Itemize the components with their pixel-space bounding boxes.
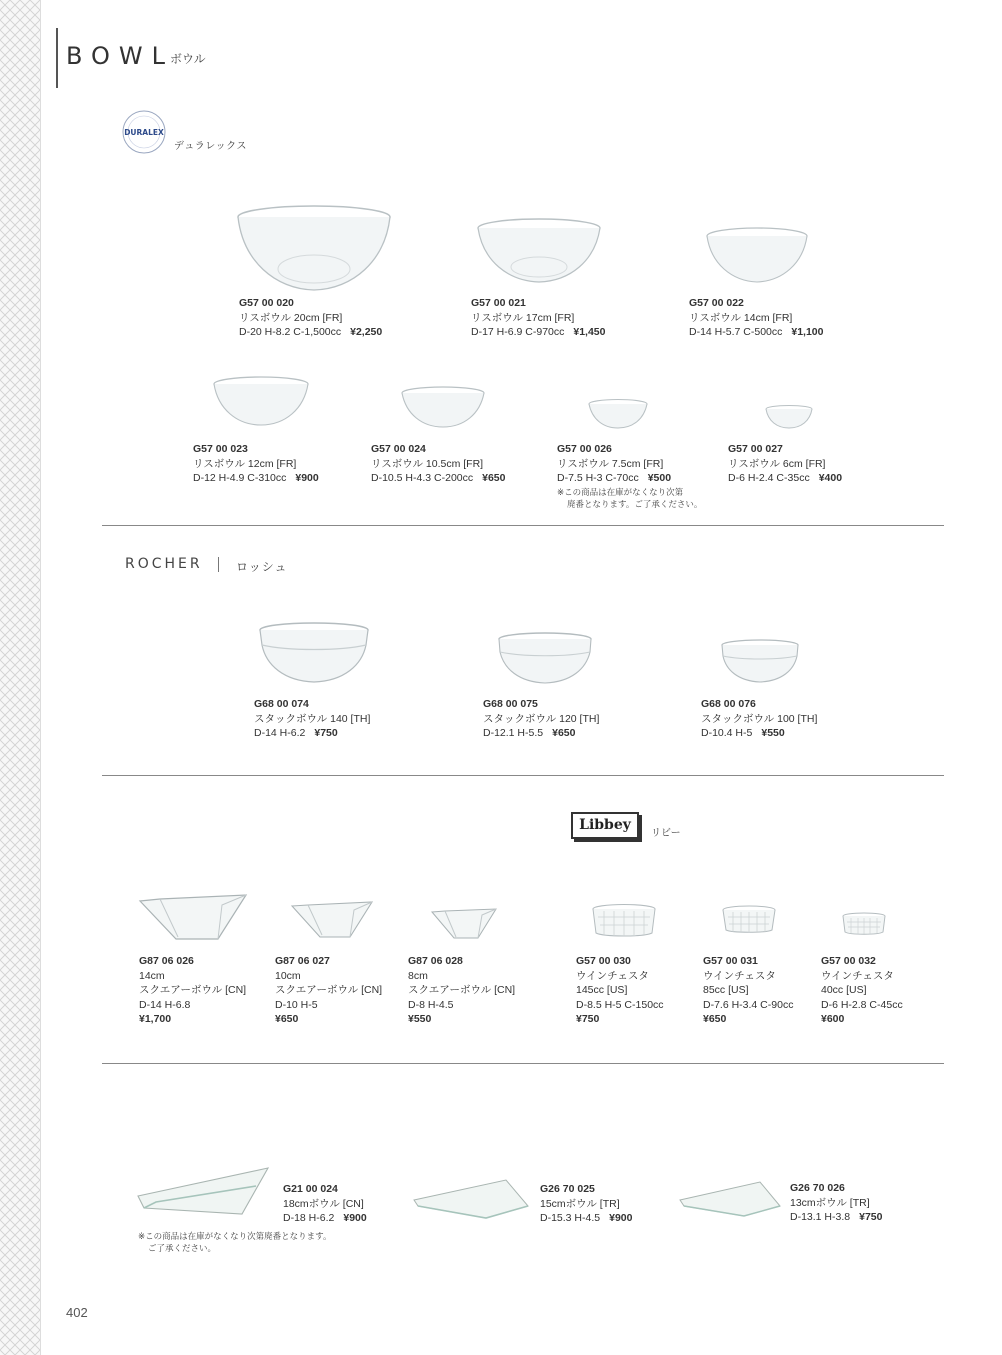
product-name: リスボウル 14cm [FR]	[689, 311, 793, 324]
note-line: ご了承ください。	[148, 1244, 217, 1254]
product-item	[483, 697, 599, 741]
product-code: G57 00 030	[576, 955, 631, 967]
product-code: G68 00 075	[483, 698, 538, 710]
product-item	[371, 442, 505, 486]
page-title: BOWL	[66, 42, 175, 70]
note-line: ※この商品は在庫がなくなり次第	[557, 488, 684, 498]
winchester-bowl-illustration-85cc	[720, 905, 778, 935]
note-line: ※この商品は在庫がなくなり次第廃番となります。	[138, 1232, 332, 1242]
product-code: G57 00 032	[821, 955, 876, 967]
product-spec: D-6 H-2.8 C-45cc	[821, 998, 903, 1011]
discontinued-note	[557, 487, 702, 511]
product-price: ¥900	[295, 472, 319, 484]
product-item	[557, 442, 671, 486]
note-line: 廃番となります。ご了承ください。	[567, 500, 703, 510]
product-price: ¥550	[761, 727, 785, 739]
product-spec: D-6 H-2.4 C-35cc	[728, 472, 810, 484]
product-price: ¥1,450	[573, 326, 606, 338]
product-item	[193, 442, 319, 486]
duralex-logo	[122, 110, 166, 154]
product-item	[471, 296, 606, 340]
product-price: ¥650	[703, 1013, 727, 1025]
product-item	[790, 1181, 882, 1225]
product-spec: D-12.1 H-5.5	[483, 727, 544, 739]
product-spec: D-17 H-6.9 C-970cc	[471, 326, 565, 338]
square-bowl-illustration-10cm	[290, 900, 374, 940]
product-code: G57 00 023	[193, 443, 248, 455]
winchester-bowl-illustration-145cc	[590, 903, 658, 939]
product-price: ¥650	[552, 727, 576, 739]
bowl-illustration-7-5cm	[587, 398, 649, 430]
product-name: スクエアーボウル [CN]	[275, 984, 383, 996]
stack-bowl-illustration-120	[497, 631, 593, 685]
bowl-illustration-20cm	[235, 203, 393, 295]
product-size: 14cm	[139, 969, 165, 982]
product-spec: D-10.5 H-4.3 C-200cc	[371, 472, 474, 484]
section-divider	[102, 525, 944, 526]
product-name: リスボウル 10.5cm [FR]	[371, 457, 484, 470]
product-spec: D-13.1 H-3.8	[790, 1211, 851, 1223]
product-item	[408, 954, 515, 1027]
product-code: G57 00 022	[689, 297, 744, 309]
product-spec: D-8 H-4.5	[408, 998, 454, 1011]
product-spec: D-14 H-6.8	[139, 998, 191, 1011]
product-price: ¥750	[576, 1013, 600, 1025]
title-rule	[56, 28, 58, 88]
product-price: ¥1,100	[791, 326, 824, 338]
product-name: リスボウル 7.5cm [FR]	[557, 457, 664, 470]
section-divider	[102, 775, 944, 776]
product-price: ¥2,250	[350, 326, 383, 338]
rocher-title-separator	[218, 557, 219, 572]
product-price: ¥600	[821, 1013, 845, 1025]
product-price: ¥550	[408, 1013, 432, 1025]
product-item	[283, 1182, 367, 1226]
product-spec: D-7.5 H-3 C-70cc	[557, 472, 639, 484]
product-code: G21 00 024	[283, 1183, 338, 1195]
product-spec: D-14 H-6.2	[254, 727, 306, 739]
product-code: G87 06 026	[139, 955, 194, 967]
product-size: 85cc [US]	[703, 984, 749, 996]
product-name: スタックボウル 100 [TH]	[701, 712, 818, 725]
product-spec: D-15.3 H-4.5	[540, 1212, 601, 1224]
product-item	[540, 1182, 632, 1226]
side-divider	[40, 0, 41, 1355]
page-title-jp: ボウル	[170, 52, 206, 66]
section-divider	[102, 1063, 944, 1064]
product-spec: D-20 H-8.2 C-1,500cc	[239, 326, 342, 338]
product-name: 18cmボウル [CN]	[283, 1197, 364, 1210]
rocher-title: ROCHER	[125, 556, 203, 572]
product-name: リスボウル 20cm [FR]	[239, 311, 343, 324]
product-item	[239, 296, 382, 340]
product-name: ウインチェスタ	[576, 969, 649, 982]
product-price: ¥500	[647, 472, 672, 484]
flat-bowl-illustration-13cm	[678, 1180, 782, 1218]
stack-bowl-illustration-140	[258, 621, 370, 685]
product-code: G57 00 027	[728, 443, 783, 455]
page-number: 402	[66, 1305, 88, 1320]
product-item	[254, 697, 370, 741]
product-price: ¥400	[818, 472, 843, 484]
product-code: G87 06 028	[408, 955, 463, 967]
product-code: G57 00 020	[239, 297, 294, 309]
bowl-illustration-6cm	[764, 404, 814, 430]
product-price: ¥1,700	[139, 1013, 172, 1025]
square-bowl-illustration-8cm	[430, 907, 498, 941]
libbey-logo: Libbey	[571, 812, 639, 839]
product-code: G26 70 026	[790, 1182, 845, 1194]
product-item	[701, 697, 817, 741]
product-code: G57 00 031	[703, 955, 758, 967]
libbey-brand-name: リビー	[651, 828, 681, 839]
product-name: ウインチェスタ	[703, 969, 776, 982]
product-code: G68 00 076	[701, 698, 756, 710]
flat-bowl-illustration-18cm	[136, 1166, 272, 1218]
product-price: ¥750	[314, 727, 338, 739]
bowl-illustration-14cm	[705, 226, 809, 284]
product-name: リスボウル 6cm [FR]	[728, 457, 826, 470]
product-item	[576, 954, 664, 1027]
square-bowl-illustration-14cm	[138, 893, 250, 943]
bowl-illustration-12cm	[212, 375, 310, 427]
product-code: G26 70 025	[540, 1183, 595, 1195]
product-size: 8cm	[408, 969, 428, 982]
product-name: スクエアーボウル [CN]	[139, 984, 247, 996]
product-spec: D-8.5 H-5 C-150cc	[576, 998, 664, 1011]
product-size: 145cc [US]	[576, 984, 628, 996]
product-name: リスボウル 17cm [FR]	[471, 311, 575, 324]
winchester-bowl-illustration-40cc	[840, 912, 888, 936]
product-name: スタックボウル 140 [TH]	[254, 712, 371, 725]
stack-bowl-illustration-100	[720, 638, 800, 684]
product-size: 40cc [US]	[821, 984, 867, 996]
product-item	[275, 954, 382, 1027]
product-name: ウインチェスタ	[821, 969, 894, 982]
product-spec: D-10 H-5	[275, 998, 318, 1011]
product-item	[821, 954, 903, 1027]
product-name: スクエアーボウル [CN]	[408, 984, 516, 996]
product-price: ¥750	[859, 1211, 883, 1223]
product-name: スタックボウル 120 [TH]	[483, 712, 600, 725]
product-code: G87 06 027	[275, 955, 330, 967]
product-spec: D-14 H-5.7 C-500cc	[689, 326, 783, 338]
bowl-illustration-17cm	[476, 217, 602, 285]
product-code: G57 00 024	[371, 443, 426, 455]
product-price: ¥900	[609, 1212, 633, 1224]
rocher-title-jp: ロッシュ	[236, 560, 288, 574]
product-item	[728, 442, 842, 486]
product-item	[689, 296, 824, 340]
product-spec: D-18 H-6.2	[283, 1212, 335, 1224]
product-spec: D-12 H-4.9 C-310cc	[193, 472, 287, 484]
product-code: G57 00 021	[471, 297, 526, 309]
discontinued-note	[138, 1231, 331, 1255]
duralex-logo-text: DURALEX	[124, 128, 164, 137]
product-spec: D-10.4 H-5	[701, 727, 753, 739]
product-item	[139, 954, 246, 1027]
bowl-illustration-10-5cm	[400, 385, 486, 429]
duralex-brand-name: デュラレックス	[174, 141, 247, 152]
product-name: リスボウル 12cm [FR]	[193, 457, 297, 470]
product-price: ¥900	[343, 1212, 367, 1224]
product-spec: D-7.6 H-3.4 C-90cc	[703, 998, 794, 1011]
product-price: ¥650	[275, 1013, 299, 1025]
product-code: G57 00 026	[557, 443, 612, 455]
product-size: 10cm	[275, 969, 301, 982]
product-name: 13cmボウル [TR]	[790, 1196, 870, 1209]
product-price: ¥650	[482, 472, 506, 484]
flat-bowl-illustration-15cm	[412, 1178, 530, 1220]
side-pattern	[0, 0, 40, 1355]
product-code: G68 00 074	[254, 698, 309, 710]
product-name: 15cmボウル [TR]	[540, 1197, 620, 1210]
product-item	[703, 954, 793, 1027]
